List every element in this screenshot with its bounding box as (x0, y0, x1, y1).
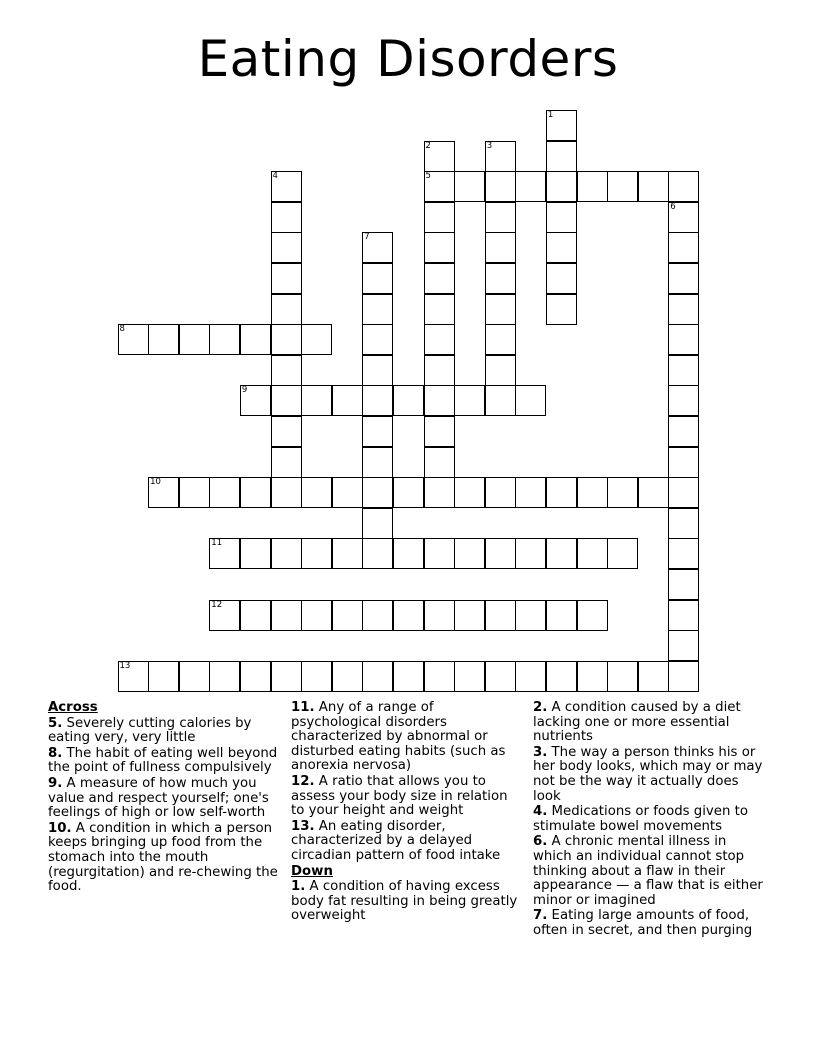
grid-cell[interactable] (424, 477, 455, 508)
clue-number: 11 (211, 538, 223, 549)
grid-cell[interactable] (607, 538, 638, 569)
grid-cell[interactable] (148, 324, 179, 355)
clue-number: 5 (425, 171, 431, 182)
grid-cell[interactable] (424, 385, 455, 416)
grid-cell[interactable] (393, 538, 424, 569)
grid-cell[interactable] (118, 324, 149, 355)
grid-cell[interactable] (668, 661, 699, 692)
grid-cell[interactable] (271, 324, 302, 355)
grid-cell[interactable] (209, 324, 240, 355)
grid-cell[interactable] (454, 171, 485, 202)
grid-cell[interactable] (240, 538, 271, 569)
grid-cell[interactable] (668, 477, 699, 508)
grid-cell[interactable] (515, 600, 546, 631)
grid-cell[interactable] (485, 355, 516, 386)
grid-cell[interactable] (668, 447, 699, 478)
clue-number: 8 (119, 324, 125, 335)
clue-down-4: 4. Medications or foods given to stimulate bowel movements (533, 804, 748, 834)
grid-cell[interactable] (362, 447, 393, 478)
grid-cell[interactable] (485, 202, 516, 233)
grid-cell[interactable] (271, 600, 302, 631)
grid-cell[interactable] (393, 600, 424, 631)
grid-cell[interactable] (362, 661, 393, 692)
grid-cell[interactable] (485, 477, 516, 508)
clue-number: 1 (547, 110, 554, 120)
grid-cell[interactable] (424, 232, 455, 263)
clue-across-13: 13. An eating disorder, characterized by a delayed circadian pattern of food intake (291, 818, 501, 863)
grid-cell[interactable] (271, 171, 302, 202)
grid-cell[interactable] (393, 385, 424, 416)
grid-cell[interactable] (240, 477, 271, 508)
grid-cell[interactable] (577, 477, 608, 508)
grid-cell[interactable] (301, 661, 332, 692)
grid-cell[interactable] (515, 661, 546, 692)
grid-cell[interactable] (362, 600, 393, 631)
grid-cell[interactable] (424, 661, 455, 692)
grid-cell[interactable] (607, 661, 638, 692)
grid-cell[interactable] (668, 171, 699, 202)
clue-across-9: 9. A measure of how much you value and respect yourself; one's feelings of high or low self-worth (48, 775, 269, 821)
grid-cell[interactable] (668, 630, 699, 661)
grid-cell[interactable] (271, 232, 302, 263)
grid-cell[interactable] (301, 538, 332, 569)
clue-number: 12 (211, 599, 223, 610)
grid-cell[interactable] (271, 263, 302, 294)
grid-cell[interactable] (271, 538, 302, 569)
grid-cell[interactable] (424, 141, 455, 172)
grid-cell[interactable] (271, 202, 302, 233)
grid-cell[interactable] (546, 263, 577, 294)
grid-cell[interactable] (362, 324, 393, 355)
grid-cell[interactable] (209, 600, 240, 631)
grid-cell[interactable] (424, 447, 455, 478)
grid-cell[interactable] (424, 355, 455, 386)
grid-cell[interactable] (607, 477, 638, 508)
grid-cell[interactable] (362, 538, 393, 569)
grid-cell[interactable] (332, 600, 363, 631)
grid-cell[interactable] (424, 202, 455, 233)
grid-cell[interactable] (668, 294, 699, 325)
grid-cell[interactable] (362, 385, 393, 416)
grid-cell[interactable] (209, 477, 240, 508)
clue-across-5: 5. Severely cutting calories by eating very, very little (48, 715, 252, 746)
grid-cell[interactable] (240, 661, 271, 692)
grid-cell[interactable] (362, 355, 393, 386)
grid-cell[interactable] (546, 661, 577, 692)
grid-cell[interactable] (424, 538, 455, 569)
grid-cell[interactable] (668, 569, 699, 600)
clue-across-12: 12. A ratio that allows you to assess your body size in relation to your height and weight (291, 773, 508, 819)
grid-cell[interactable] (454, 385, 485, 416)
grid-cell[interactable] (271, 661, 302, 692)
clue-number: 6 (670, 201, 676, 212)
grid-cell[interactable] (546, 600, 577, 631)
grid-cell[interactable] (485, 141, 516, 172)
grid-cell[interactable] (118, 661, 149, 692)
clue-down-3: 3. The way a person thinks his or her body looks, which may or may not be the way it actually does look (533, 744, 763, 804)
grid-cell[interactable] (179, 477, 210, 508)
grid-cell[interactable] (362, 508, 393, 539)
grid-cell[interactable] (362, 232, 393, 263)
grid-cell[interactable] (209, 538, 240, 569)
grid-cell[interactable] (301, 385, 332, 416)
grid-cell[interactable] (454, 477, 485, 508)
grid-cell[interactable] (485, 263, 516, 294)
grid-cell[interactable] (271, 385, 302, 416)
grid-cell[interactable] (668, 508, 699, 539)
clue-number: 9 (241, 385, 248, 396)
clue-number: 10 (150, 477, 161, 488)
down-heading: Down (291, 863, 333, 879)
grid-cell[interactable] (638, 171, 669, 202)
grid-cell[interactable] (485, 538, 516, 569)
grid-cell[interactable] (668, 355, 699, 386)
grid-cell[interactable] (577, 538, 608, 569)
page-title: Eating Disorders (197, 30, 619, 88)
grid-cell[interactable] (271, 447, 302, 478)
clue-number: 7 (364, 232, 370, 243)
grid-cell[interactable] (546, 171, 577, 202)
grid-cell[interactable] (271, 294, 302, 325)
grid-cell[interactable] (485, 171, 516, 202)
grid-cell[interactable] (424, 263, 455, 294)
grid-cell[interactable] (332, 385, 363, 416)
grid-cell[interactable] (179, 661, 210, 692)
grid-cell[interactable] (485, 324, 516, 355)
grid-cell[interactable] (424, 171, 455, 202)
grid-cell[interactable] (271, 355, 302, 386)
grid-cell[interactable] (668, 263, 699, 294)
grid-cell[interactable] (454, 600, 485, 631)
grid-cell[interactable] (485, 385, 516, 416)
clue-number: 2 (425, 140, 431, 151)
clue-across-8: 8. The habit of eating well beyond the point of fullness compulsively (48, 745, 278, 776)
clue-across-10: 10. A condition in which a person keeps bringing up food from the stomach into the mouth (regurgitation) and re-chewing the food. (48, 820, 278, 895)
grid-cell[interactable] (362, 263, 393, 294)
grid-cell[interactable] (362, 416, 393, 447)
clue-number: 4 (272, 171, 278, 182)
grid-cell[interactable] (271, 477, 302, 508)
grid-cell[interactable] (546, 202, 577, 233)
grid-cell[interactable] (424, 294, 455, 325)
grid-cell[interactable] (638, 661, 669, 692)
grid-cell[interactable] (485, 661, 516, 692)
grid-cell[interactable] (668, 385, 699, 416)
grid-cell[interactable] (577, 661, 608, 692)
grid-cell[interactable] (485, 232, 516, 263)
grid-cell[interactable] (424, 600, 455, 631)
grid-cell[interactable] (546, 538, 577, 569)
clue-down-2: 2. A condition caused by a diet lacking one or more essential nutrients (533, 700, 741, 745)
grid-cell[interactable] (332, 661, 363, 692)
grid-cell[interactable] (515, 538, 546, 569)
grid-cell[interactable] (668, 232, 699, 263)
clue-number: 3 (486, 140, 493, 151)
across-heading: Across (48, 700, 98, 715)
grid-cell[interactable] (577, 600, 608, 631)
grid-cell[interactable] (668, 324, 699, 355)
clues-column-3 (533, 701, 765, 940)
grid-cell[interactable] (209, 661, 240, 692)
grid-cell[interactable] (668, 416, 699, 447)
clue-across-11: 11. Any of a range of psychological disorders characterized by abnormal or disturbed eating habits (such as anorexia nervosa) (291, 700, 506, 774)
grid-cell[interactable] (546, 232, 577, 263)
grid-cell[interactable] (332, 477, 363, 508)
grid-cell[interactable] (148, 477, 179, 508)
grid-cell[interactable] (362, 477, 393, 508)
grid-cell[interactable] (668, 600, 699, 631)
clues-column-2 (291, 701, 525, 925)
grid-cell[interactable] (240, 324, 271, 355)
grid-cell[interactable] (515, 477, 546, 508)
grid-cell[interactable] (454, 538, 485, 569)
grid-cell[interactable] (271, 416, 302, 447)
grid-cell[interactable] (362, 294, 393, 325)
grid-cell[interactable] (485, 294, 516, 325)
grid-cell[interactable] (393, 477, 424, 508)
grid-cell[interactable] (546, 141, 577, 172)
grid-cell[interactable] (515, 385, 546, 416)
grid-cell[interactable] (301, 324, 332, 355)
grid-cell[interactable] (668, 202, 699, 233)
grid-cell[interactable] (546, 477, 577, 508)
clue-down-6: 6. A chronic mental illness in which an individual cannot stop thinking about a flaw in their appearance — a flaw that is either minor or imagined (533, 834, 763, 908)
grid-cell[interactable] (332, 538, 363, 569)
clue-number: 13 (119, 660, 131, 671)
grid-cell[interactable] (668, 538, 699, 569)
grid-cell[interactable] (546, 110, 577, 141)
grid-cell[interactable] (424, 416, 455, 447)
grid-cell[interactable] (546, 294, 577, 325)
grid-cell[interactable] (240, 600, 271, 631)
clue-down-7: 7. Eating large amounts of food, often in secret, and then purging (533, 908, 753, 938)
grid-cell[interactable] (638, 477, 669, 508)
grid-cell[interactable] (485, 600, 516, 631)
grid-cell[interactable] (577, 171, 608, 202)
grid-cell[interactable] (301, 477, 332, 508)
grid-cell[interactable] (301, 600, 332, 631)
grid-cell[interactable] (148, 661, 179, 692)
clue-down-1: 1. A condition of having excess body fat resulting in being greatly overweight (291, 879, 518, 924)
clues-column-1 (48, 701, 280, 896)
grid-cell[interactable] (240, 385, 271, 416)
grid-cell[interactable] (515, 171, 546, 202)
grid-cell[interactable] (393, 661, 424, 692)
grid-cell[interactable] (179, 324, 210, 355)
grid-cell[interactable] (607, 171, 638, 202)
grid-cell[interactable] (454, 661, 485, 692)
grid-cell[interactable] (424, 324, 455, 355)
